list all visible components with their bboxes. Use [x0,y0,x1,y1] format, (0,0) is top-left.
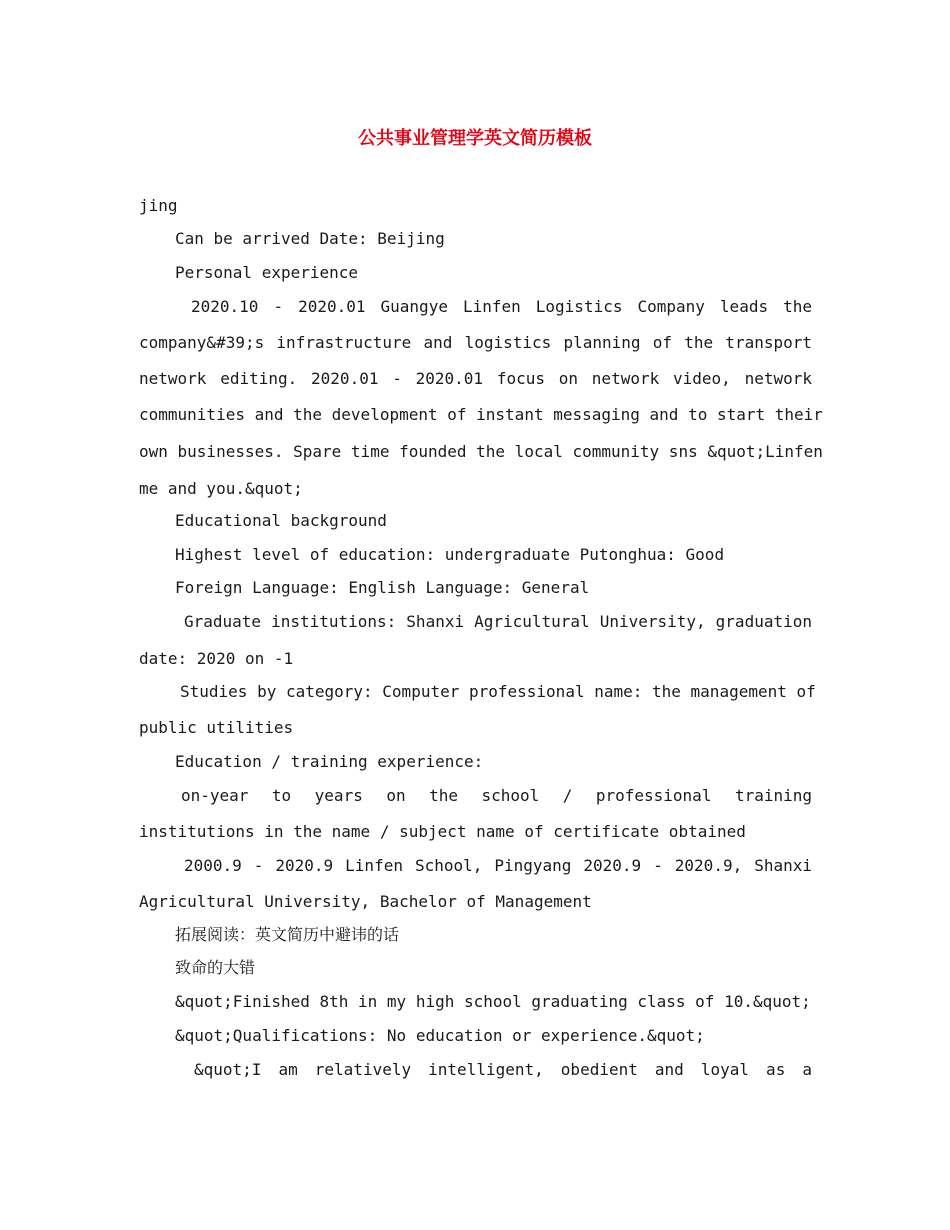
text-line: jing [139,196,178,215]
paragraph-line: company&#39;s infrastructure and logistics planning of the transport [139,333,812,352]
paragraph-line: communities and the development of instant messaging and to start their [139,405,823,424]
section-heading-personal-experience: Personal experience [175,263,359,282]
section-heading-education: Educational background [175,511,387,530]
section-heading-fatal-mistakes: 致命的大错 [175,958,256,977]
text-line: &quot;Qualifications: No education or experience.&quot; [175,1026,705,1045]
paragraph-line: 2000.9 - 2020.9 Linfen School, Pingyang 2020.9 - 2020.9, Shanxi [184,856,812,875]
paragraph-line: Studies by category: Computer professional name: the management of [180,682,816,701]
paragraph-line: public utilities [139,718,294,737]
text-line: Foreign Language: English Language: General [175,578,590,597]
text-line: Highest level of education: undergraduate Putonghua: Good [175,545,725,564]
paragraph-line: Graduate institutions: Shanxi Agricultural University, graduation [184,612,812,631]
paragraph-line: network editing. 2020.01 - 2020.01 focus on network video, network [139,369,812,388]
section-heading-extended-reading: 拓展阅读：英文简历中避讳的话 [175,925,400,944]
page-title: 公共事业管理学英文简历模板 [358,128,592,149]
paragraph-line: 2020.10 - 2020.01 Guangye Linfen Logistics Company leads the [191,297,812,316]
paragraph-line: date: 2020 on -1 [139,649,294,668]
section-heading-training: Education / training experience: [175,752,484,771]
text-line: &quot;Finished 8th in my high school graduating class of 10.&quot; [175,992,811,1011]
paragraph-line: own businesses. Spare time founded the local community sns &quot;Linfen [139,442,823,461]
paragraph-line: me and you.&quot; [139,479,303,498]
paragraph-line: on-year to years on the school / professional training [181,786,812,805]
paragraph-line: Agricultural University, Bachelor of Management [139,892,592,911]
paragraph-line: institutions in the name / subject name of certificate obtained [139,822,746,841]
text-line: Can be arrived Date: Beijing [175,229,445,248]
paragraph-line: &quot;I am relatively intelligent, obedient and loyal as a [194,1060,812,1079]
